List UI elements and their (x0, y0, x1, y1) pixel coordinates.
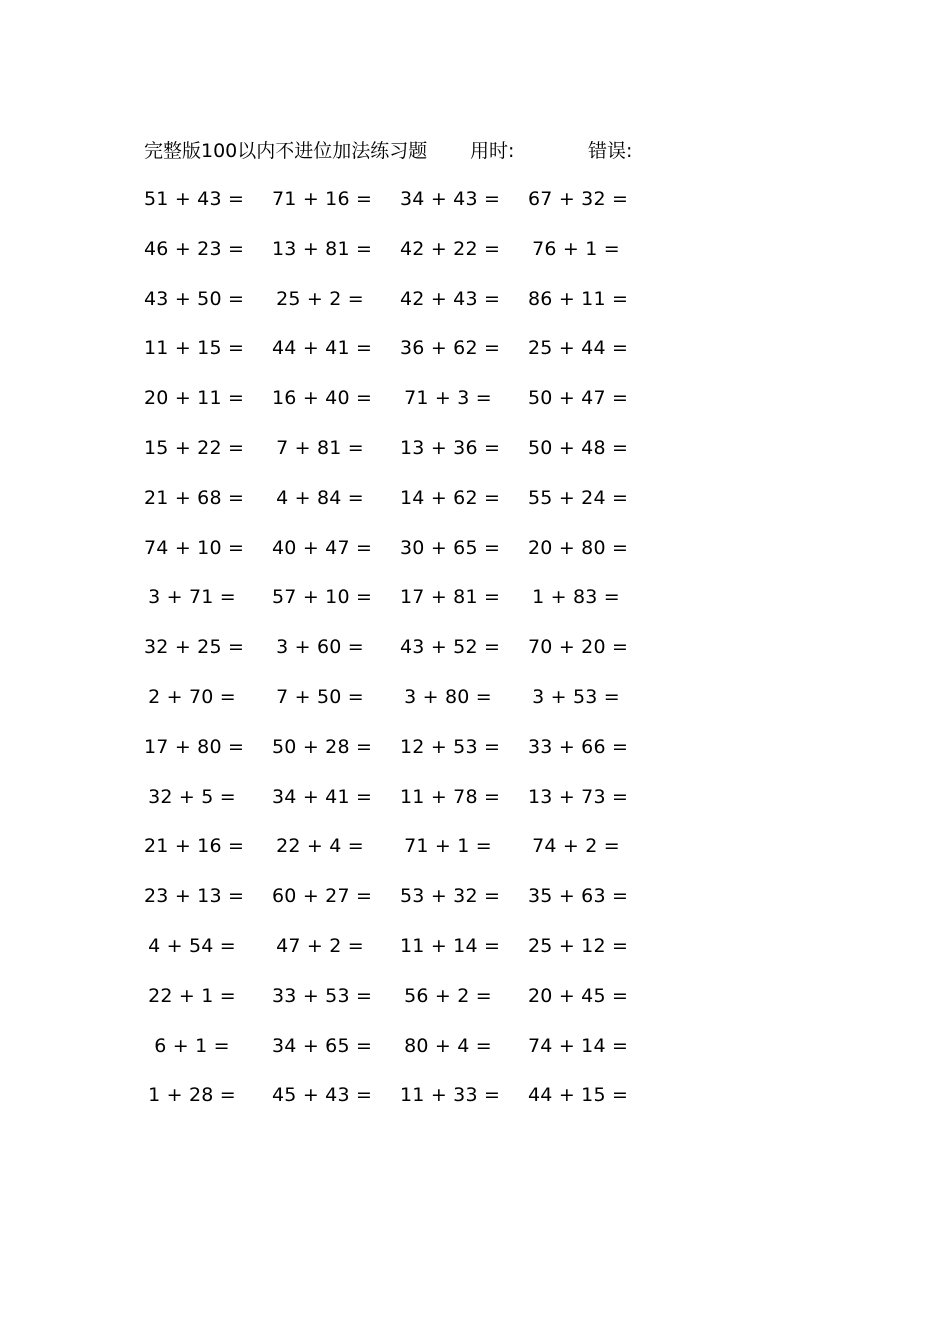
problem-item: 34 + 65 = (272, 1034, 373, 1057)
problem-row (0, 732, 950, 782)
problem-item: 3 + 53 = (532, 685, 620, 708)
problem-item: 74 + 10 = (144, 536, 245, 559)
problem-item: 3 + 71 = (148, 586, 236, 609)
problem-item: 74 + 14 = (528, 1034, 629, 1057)
problem-row (0, 682, 950, 732)
problem-row (0, 333, 950, 383)
problem-row (0, 931, 950, 981)
problem-item: 43 + 52 = (400, 636, 501, 659)
problem-row (0, 1031, 950, 1081)
problem-item: 56 + 2 = (404, 984, 492, 1007)
problem-item: 13 + 36 = (400, 436, 501, 459)
problem-item: 86 + 11 = (528, 287, 629, 310)
problem-item: 3 + 80 = (404, 685, 492, 708)
problem-item: 11 + 33 = (400, 1084, 501, 1107)
problem-item: 4 + 54 = (148, 934, 236, 957)
problem-item: 40 + 47 = (272, 536, 373, 559)
problem-item: 57 + 10 = (272, 586, 373, 609)
problem-item: 44 + 41 = (272, 337, 373, 360)
problem-item: 4 + 84 = (276, 486, 364, 509)
problem-item: 21 + 68 = (144, 486, 245, 509)
problem-row (0, 632, 950, 682)
problem-item: 21 + 16 = (144, 835, 245, 858)
problem-item: 42 + 22 = (400, 237, 501, 260)
problem-item: 50 + 48 = (528, 436, 629, 459)
problem-item: 44 + 15 = (528, 1084, 629, 1107)
problem-item: 20 + 11 = (144, 387, 245, 410)
problem-item: 17 + 80 = (144, 735, 245, 758)
problem-item: 33 + 66 = (528, 735, 629, 758)
problem-grid (0, 184, 950, 1130)
problem-item: 80 + 4 = (404, 1034, 492, 1057)
problem-item: 34 + 43 = (400, 188, 501, 210)
problem-item: 15 + 22 = (144, 436, 245, 459)
problem-item: 51 + 43 = (144, 188, 245, 210)
problem-item: 50 + 28 = (272, 735, 373, 758)
problem-item: 13 + 73 = (528, 785, 629, 808)
problem-row (0, 234, 950, 284)
problem-item: 71 + 1 = (404, 835, 492, 858)
problem-item: 3 + 60 = (276, 636, 364, 659)
problem-item: 71 + 3 = (404, 387, 492, 410)
problem-item: 22 + 4 = (276, 835, 364, 858)
problem-item: 50 + 47 = (528, 387, 629, 410)
problem-row (0, 383, 950, 433)
problem-item: 47 + 2 = (276, 934, 364, 957)
problem-item: 22 + 1 = (148, 984, 236, 1007)
errors-label: 错误: (588, 140, 633, 162)
problem-item: 20 + 45 = (528, 984, 629, 1007)
problem-item: 20 + 80 = (528, 536, 629, 559)
problem-item: 53 + 32 = (400, 885, 501, 908)
worksheet-header (144, 136, 704, 166)
problem-row (0, 533, 950, 583)
problem-item: 25 + 2 = (276, 287, 364, 310)
problem-item: 6 + 1 = (154, 1034, 230, 1057)
problem-item: 25 + 12 = (528, 934, 629, 957)
problem-item: 34 + 41 = (272, 785, 373, 808)
problem-item: 2 + 70 = (148, 685, 236, 708)
problem-row (0, 981, 950, 1031)
problem-item: 45 + 43 = (272, 1084, 373, 1107)
problem-item: 76 + 1 = (532, 237, 620, 260)
problem-row (0, 483, 950, 533)
problem-item: 23 + 13 = (144, 885, 245, 908)
problem-item: 16 + 40 = (272, 387, 373, 410)
problem-item: 11 + 15 = (144, 337, 245, 360)
problem-item: 67 + 32 = (528, 188, 629, 210)
problem-row (0, 184, 950, 234)
problem-item: 71 + 16 = (272, 188, 373, 210)
problem-item: 11 + 14 = (400, 934, 501, 957)
problem-item: 32 + 5 = (148, 785, 236, 808)
problem-item: 32 + 25 = (144, 636, 245, 659)
problem-item: 11 + 78 = (400, 785, 501, 808)
problem-item: 60 + 27 = (272, 885, 373, 908)
problem-row (0, 881, 950, 931)
problem-item: 25 + 44 = (528, 337, 629, 360)
problem-item: 14 + 62 = (400, 486, 501, 509)
problem-item: 36 + 62 = (400, 337, 501, 360)
problem-row (0, 284, 950, 334)
problem-item: 74 + 2 = (532, 835, 620, 858)
problem-item: 30 + 65 = (400, 536, 501, 559)
problem-item: 12 + 53 = (400, 735, 501, 758)
problem-item: 17 + 81 = (400, 586, 501, 609)
worksheet-title: 完整版100以内不进位加法练习题 (144, 140, 428, 162)
problem-row (0, 1080, 950, 1130)
problem-row (0, 433, 950, 483)
problem-item: 70 + 20 = (528, 636, 629, 659)
problem-item: 1 + 28 = (148, 1084, 236, 1107)
problem-item: 43 + 50 = (144, 287, 245, 310)
problem-item: 42 + 43 = (400, 287, 501, 310)
time-label: 用时: (470, 140, 515, 162)
problem-item: 7 + 50 = (276, 685, 364, 708)
problem-item: 7 + 81 = (276, 436, 364, 459)
problem-item: 55 + 24 = (528, 486, 629, 509)
problem-row (0, 782, 950, 832)
problem-item: 46 + 23 = (144, 237, 245, 260)
problem-item: 1 + 83 = (532, 586, 620, 609)
problem-item: 13 + 81 = (272, 237, 373, 260)
problem-row (0, 831, 950, 881)
problem-item: 33 + 53 = (272, 984, 373, 1007)
problem-row (0, 582, 950, 632)
problem-item: 35 + 63 = (528, 885, 629, 908)
